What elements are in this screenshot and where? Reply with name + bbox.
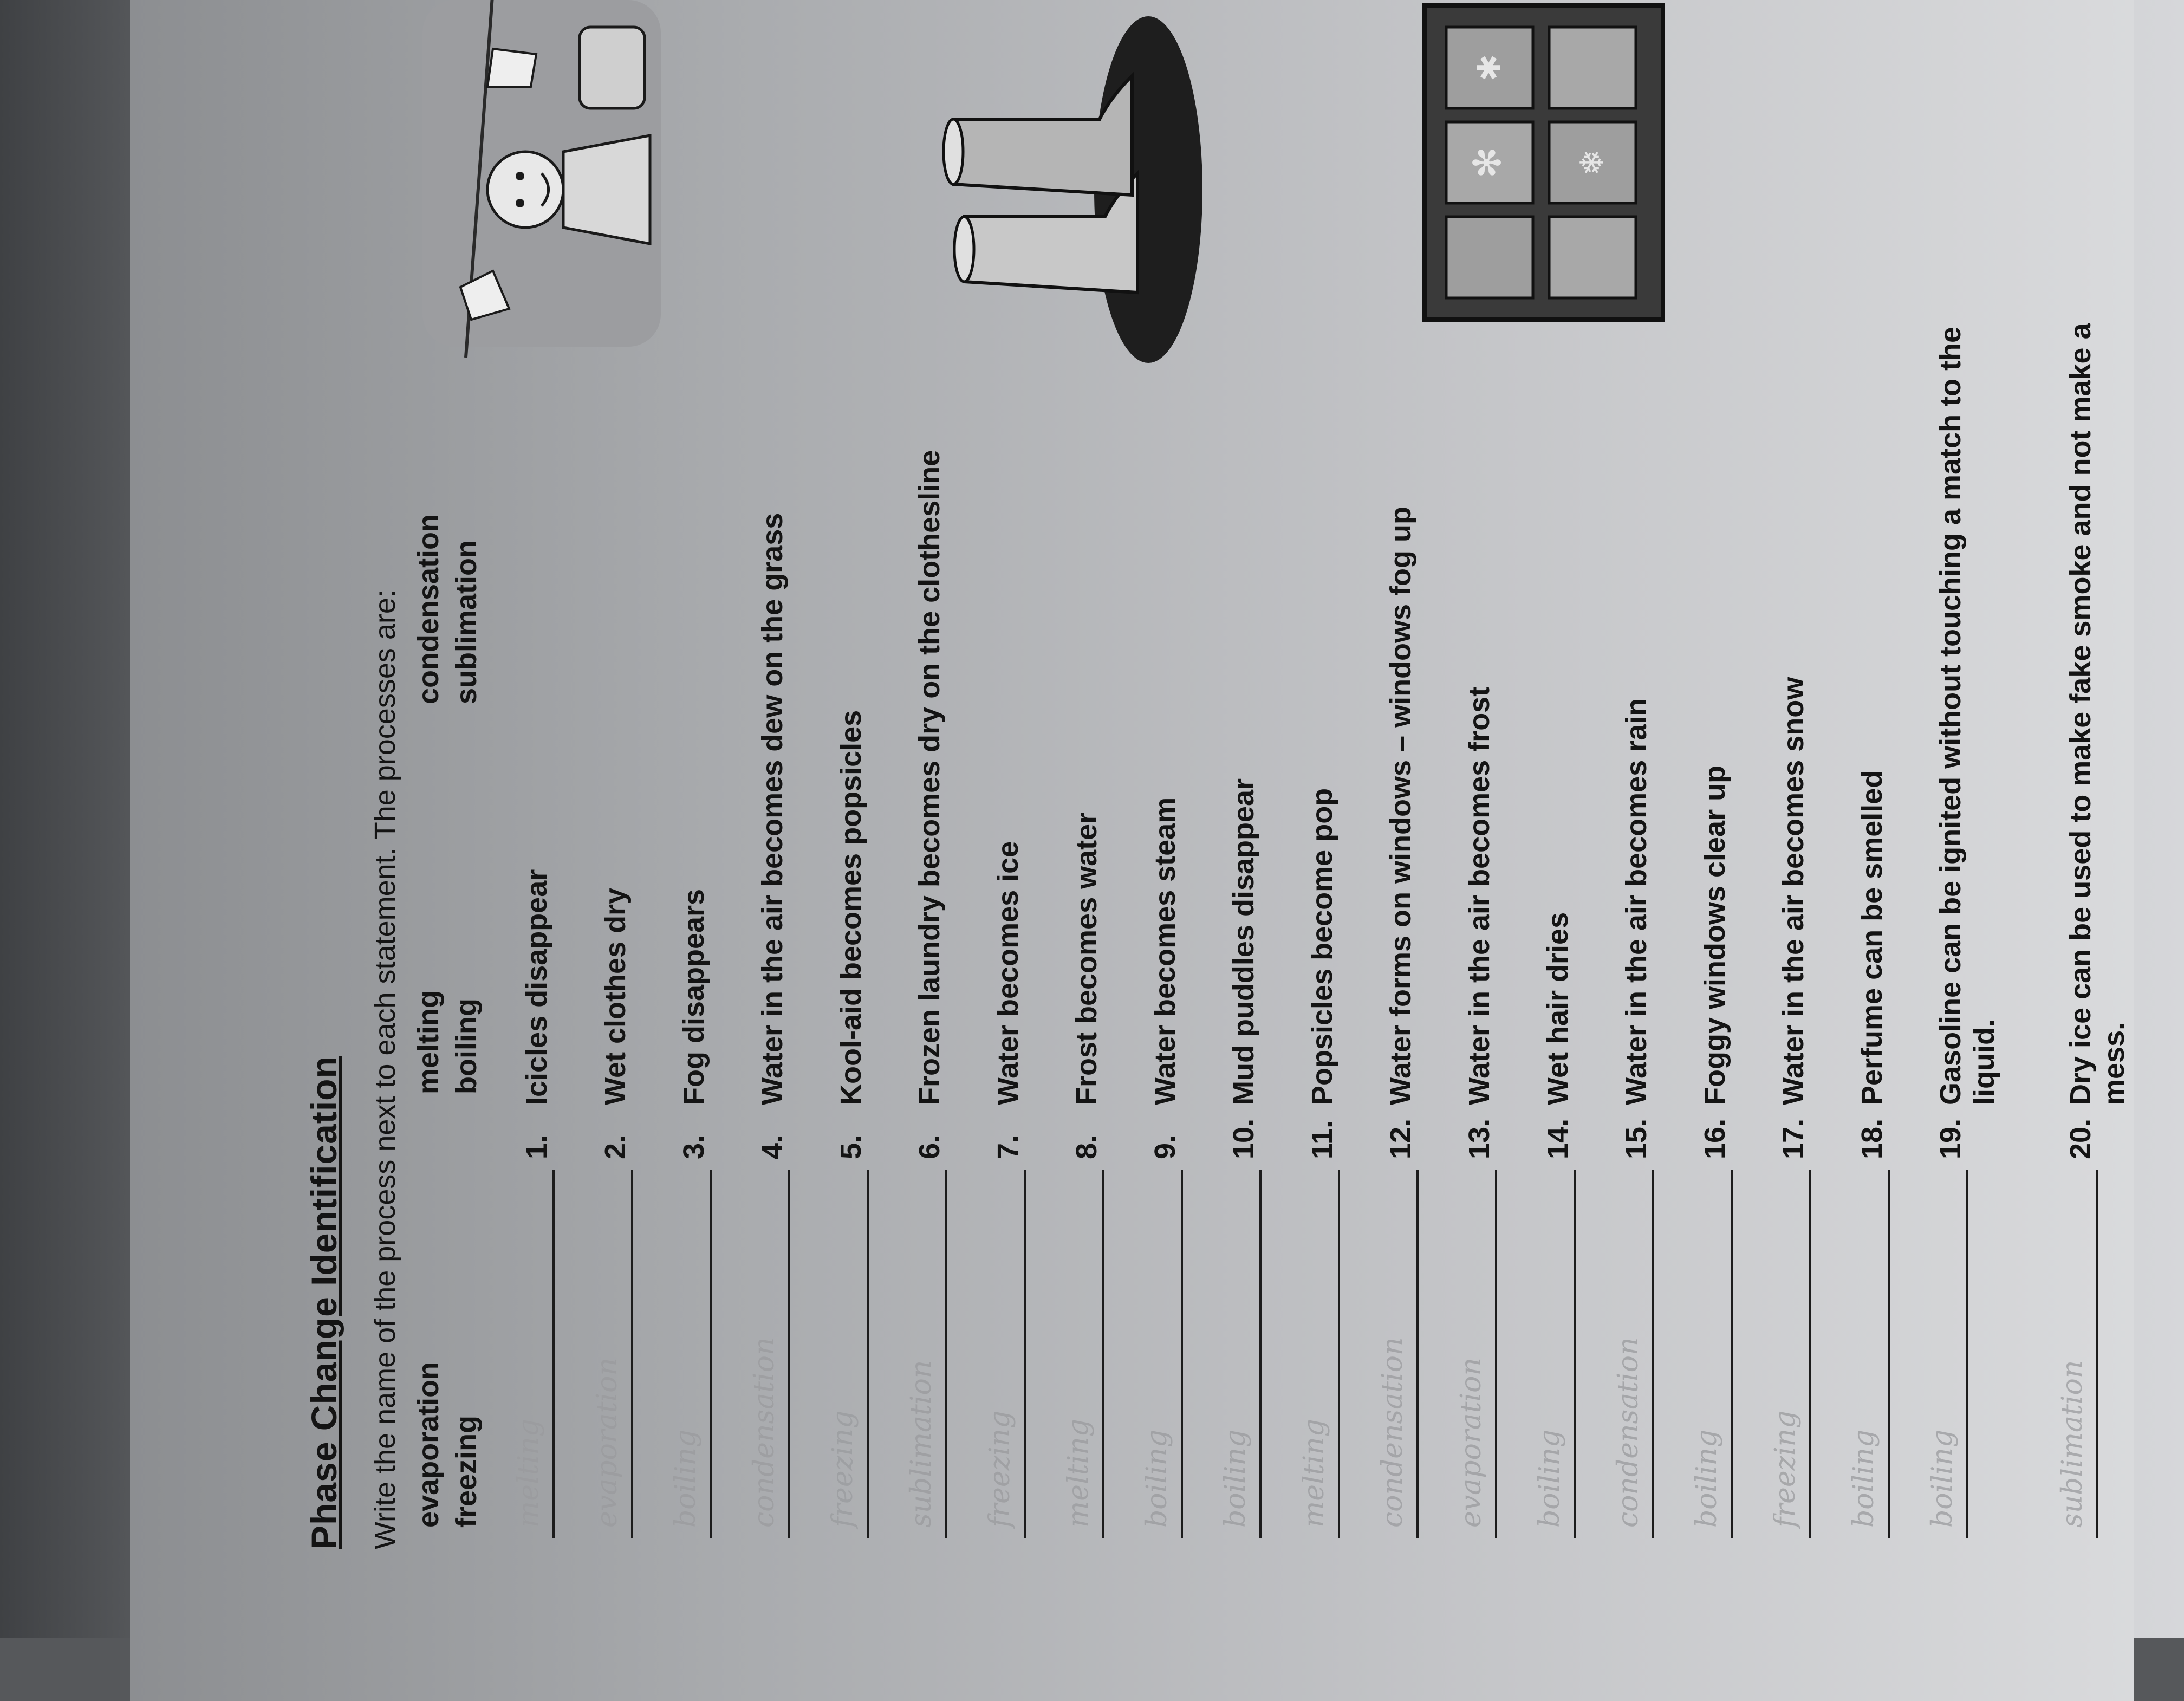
answer-blank[interactable] (902, 1170, 947, 1538)
question-number: 11. (1306, 1120, 1338, 1159)
snowflake-icon: ❄ (1574, 148, 1611, 177)
question-number: 20. (2064, 1118, 2097, 1159)
handwritten-answer: freezing (1769, 1410, 1802, 1528)
question-statement: Icicles disappear (521, 869, 553, 1105)
answer-blank[interactable] (666, 1170, 712, 1538)
window-pane (1446, 217, 1533, 298)
child-head (487, 152, 563, 228)
handwritten-answer: boiling (1691, 1429, 1723, 1528)
hanging-pants (487, 49, 536, 87)
question-statement: Wet hair dries (1542, 912, 1574, 1105)
answer-blank[interactable] (980, 1170, 1026, 1538)
answer-blank[interactable] (1452, 1170, 1497, 1538)
answer-blank[interactable] (745, 1170, 790, 1538)
question-number: 12. (1384, 1118, 1417, 1159)
answer-blank[interactable] (1609, 1170, 1654, 1538)
handwritten-answer: melting (512, 1418, 545, 1528)
process-evaporation: evaporation (412, 1361, 445, 1528)
question-row (1687, 0, 1752, 1571)
handwritten-answer: condensation (1612, 1337, 1644, 1528)
question-statement: Kool-aid becomes popsicles (835, 710, 867, 1105)
question-number: 2. (599, 1134, 632, 1159)
question-row (1216, 0, 1281, 1571)
question-row (745, 0, 810, 1571)
answer-blank[interactable] (1844, 1170, 1890, 1538)
worksheet-title: Phase Change Identification (304, 1056, 344, 1549)
question-statement: Water forms on windows – windows fog up (1384, 507, 1417, 1105)
handwritten-answer: sublimation (2056, 1360, 2089, 1528)
question-statement: Dry ice can be used to make fake smoke and not make a mess. (2064, 323, 2130, 1105)
question-statement: Frozen laundry becomes dry on the clothesline (913, 450, 946, 1105)
question-number: 4. (756, 1134, 789, 1159)
question-statement: Water in the air becomes frost (1463, 686, 1496, 1105)
question-row (1923, 0, 2000, 1571)
answer-blank[interactable] (1295, 1170, 1340, 1538)
handwritten-answer: melting (1062, 1418, 1095, 1528)
answer-blank[interactable] (1373, 1170, 1419, 1538)
process-melting: melting (412, 990, 445, 1094)
question-number: 18. (1856, 1118, 1888, 1159)
question-number: 8. (1070, 1134, 1103, 1159)
answer-blank[interactable] (1687, 1170, 1733, 1538)
answer-blank[interactable] (823, 1170, 869, 1538)
handwritten-answer: boiling (670, 1429, 702, 1528)
question-statement: Frost becomes water (1070, 812, 1103, 1105)
question-statement: Water in the air becomes snow (1777, 677, 1810, 1105)
child-body (563, 135, 650, 244)
process-boiling: boiling (450, 998, 483, 1094)
question-statement: Wet clothes dry (599, 887, 632, 1105)
answer-blank[interactable] (509, 1170, 555, 1538)
question-number: 3. (678, 1134, 710, 1159)
question-number: 7. (992, 1134, 1024, 1159)
window-pane (1549, 217, 1636, 298)
instructions: Write the name of the process next to each statement. The processes are: (369, 589, 401, 1549)
question-statement: Popsicles become pop (1306, 788, 1338, 1105)
snowflake-icon: ✻ (1465, 146, 1510, 179)
question-statement: Water becomes steam (1149, 797, 1181, 1105)
handwritten-answer: boiling (1141, 1429, 1173, 1528)
process-condensation: condensation (412, 514, 445, 704)
boot-opening (944, 119, 963, 184)
question-statement: Foggy windows clear up (1699, 765, 1731, 1105)
question-row (1295, 0, 1360, 1571)
answer-blank[interactable] (1216, 1170, 1262, 1538)
window-pane (1549, 27, 1636, 108)
question-row (2053, 0, 2130, 1571)
handwritten-answer: boiling (1533, 1429, 1566, 1528)
answer-blank[interactable] (588, 1170, 633, 1538)
handwritten-answer: boiling (1219, 1429, 1252, 1528)
frosty-window-illustration (1419, 0, 1668, 325)
question-number: 10. (1227, 1118, 1260, 1159)
question-number: 1. (521, 1134, 553, 1159)
question-statement: Mud puddles disappear (1227, 778, 1260, 1105)
snowflake-icon: ✱ (1471, 54, 1509, 82)
clothesline-illustration (401, 0, 682, 368)
worksheet (292, 0, 2184, 1571)
question-number: 13. (1463, 1118, 1496, 1159)
question-number: 9. (1149, 1134, 1181, 1159)
answer-blank[interactable] (1923, 1170, 1968, 1538)
question-row (1844, 0, 1909, 1571)
question-number: 17. (1777, 1118, 1810, 1159)
laundry-basket (580, 27, 645, 108)
question-statement: Water in the air becomes rain (1620, 698, 1653, 1105)
handwritten-answer: evaporation (591, 1358, 623, 1528)
question-statement: Gasoline can be ignited without touching a match to the liquid. (1934, 326, 2000, 1105)
answer-blank[interactable] (1138, 1170, 1183, 1538)
boot-opening (954, 217, 974, 282)
question-row (823, 0, 888, 1571)
handwritten-answer: boiling (1926, 1429, 1959, 1528)
child-eye (516, 199, 524, 207)
answer-blank[interactable] (1766, 1170, 1811, 1538)
question-statement: Fog disappears (678, 888, 710, 1105)
answer-blank[interactable] (2053, 1170, 2098, 1538)
handwritten-answer: condensation (1376, 1337, 1409, 1528)
question-number: 15. (1620, 1118, 1653, 1159)
paper (130, 0, 2134, 1701)
question-number: 5. (835, 1134, 867, 1159)
question-statement: Water in the air becomes dew on the grass (756, 512, 789, 1105)
handwritten-answer: sublimation (905, 1360, 938, 1528)
handwritten-answer: evaporation (1455, 1358, 1487, 1528)
child-eye (516, 172, 524, 180)
question-statement: Perfume can be smelled (1856, 770, 1888, 1105)
handwritten-answer: condensation (748, 1337, 781, 1528)
handwritten-answer: melting (1298, 1418, 1330, 1528)
question-number: 19. (1934, 1118, 1967, 1159)
boots-puddle-illustration (932, 0, 1213, 379)
handwritten-answer: freezing (827, 1410, 859, 1528)
question-number: 6. (913, 1134, 946, 1159)
answer-blank[interactable] (1059, 1170, 1104, 1538)
question-number: 14. (1542, 1118, 1574, 1159)
question-row (1766, 0, 1831, 1571)
question-number: 16. (1699, 1118, 1731, 1159)
process-freezing: freezing (450, 1415, 483, 1528)
process-sublimation: sublimation (450, 540, 483, 704)
question-statement: Water becomes ice (992, 841, 1024, 1105)
answer-blank[interactable] (1530, 1170, 1576, 1538)
handwritten-answer: freezing (984, 1410, 1016, 1528)
handwritten-answer: boiling (1848, 1429, 1880, 1528)
